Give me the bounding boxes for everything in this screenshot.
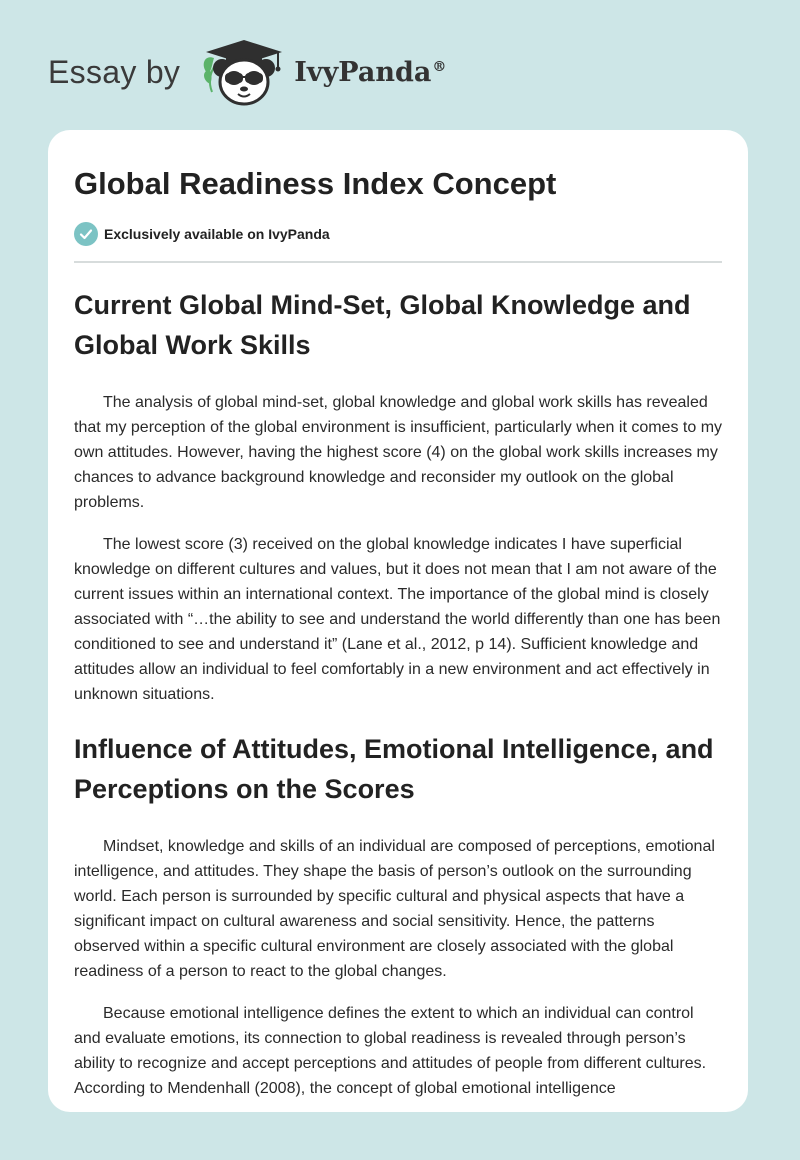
title-divider xyxy=(74,261,722,263)
panda-graduate-logo-icon[interactable] xyxy=(198,36,290,108)
site-header xyxy=(48,36,446,108)
registered-mark: ® xyxy=(432,58,447,75)
section-heading: Influence of Attitudes, Emotional Intelligence, and Perceptions on the Scores xyxy=(74,734,714,804)
paragraph: Mindset, knowledge and skills of an individual are composed of perceptions, emotional intelligence, and attitudes. They shape the basis of person’s outlook on the surrounding world. Each person is surrounded by specific cultural and physical aspects that have a significant impact on cultural awareness and social sensitivity. Hence, the patterns observed within a specific cultural environment are closely associated with the global readiness of a person to react to the global changes. xyxy=(74,838,715,980)
essay-card xyxy=(48,130,748,1112)
paragraph: The analysis of global mind-set, global knowledge and global work skills has revealed that my perception of the global environment is insufficient, particularly when it comes to my own attitudes. However, having the highest score (4) on the global work skills increases my chances to advance background knowledge and reconsider my outlook on the global problems. xyxy=(74,394,723,511)
page-title: Global Readiness Index Concept xyxy=(74,166,557,201)
checkmark-icon xyxy=(74,222,98,246)
paragraph: The lowest score (3) received on the global knowledge indicates I have superficial knowledge on different cultures and values, but it does not mean that I am not aware of the current issues within an international context. The importance of the global mind is closely associated with “…the ability to see and understand the world differently than one has been conditioned to see and understand it” (Lane et al., 2012, p 14). Sufficient knowledge and attitudes allow an individual to feel comfortably in a new environment and act effectively in unknown situations. xyxy=(74,536,721,703)
section-heading: Current Global Mind-Set, Global Knowledge and Global Work Skills xyxy=(74,290,691,360)
exclusive-badge xyxy=(74,222,722,246)
essay-by-label: Essay by xyxy=(48,53,181,90)
brand-text: IvyPanda xyxy=(294,56,432,88)
brand-name[interactable] xyxy=(294,57,446,88)
exclusive-badge-text: Exclusively available on IvyPanda xyxy=(104,226,330,242)
paragraph: Because emotional intelligence defines the extent to which an individual can control and evaluate emotions, its connection to global readiness is revealed through person’s ability to recognize and accept perceptions and attitudes of people from different cultures. According to Mendenhall (2008), the concept of global emotional intelligence xyxy=(74,1005,707,1097)
